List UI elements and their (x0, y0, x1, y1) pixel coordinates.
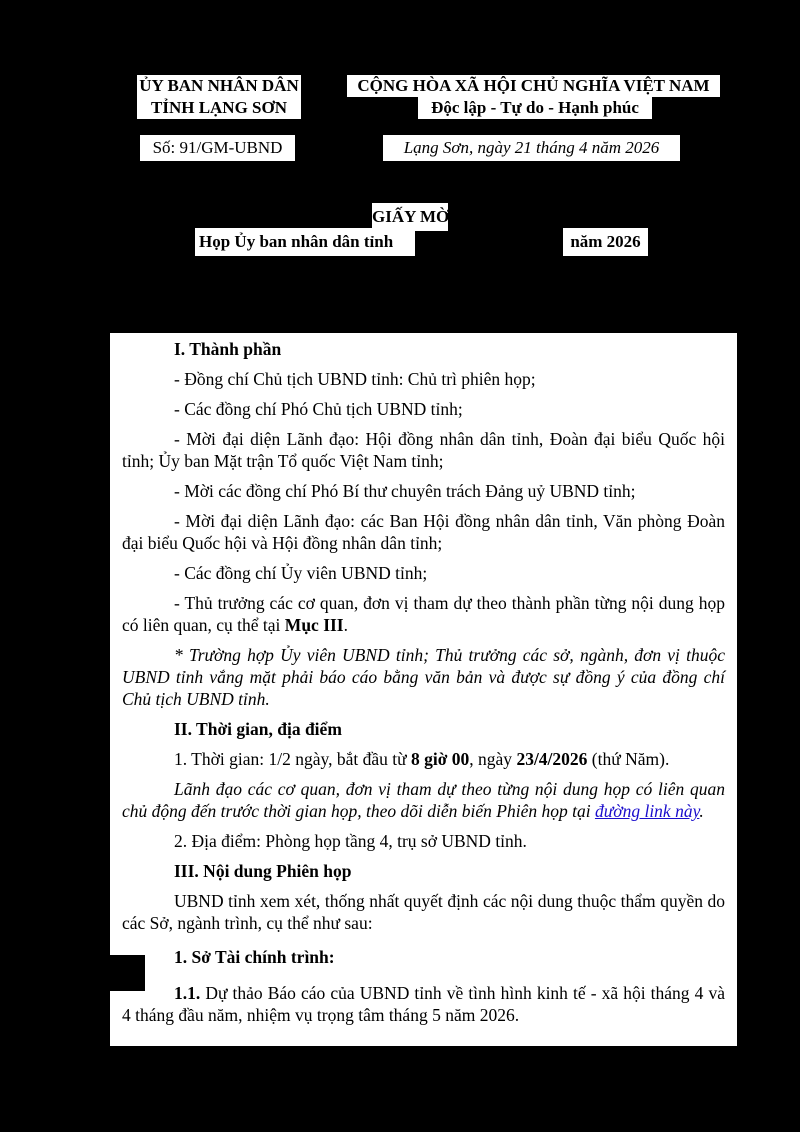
text: Lãnh đạo các cơ quan, đơn vị tham dự theo từng nội dung họp có liên quan chủ động đến trước thời gian họp, theo dõi diễn biến Phiên họp tại (122, 779, 725, 821)
text: , ngày (469, 749, 517, 769)
section-heading: II. Thời gian, địa điểm (174, 719, 342, 739)
participant-item (122, 592, 725, 636)
participant-note: * Trường hợp Ủy viên UBND tỉnh; Thủ trưởng các sở, ngành, đơn vị thuộc UBND tỉnh vắng mặt phải báo cáo bằng văn bản và được sự đồng ý của đồng chí Chủ tịch UBND tỉnh. (122, 645, 725, 709)
agenda-item (122, 982, 725, 1026)
document-body (110, 333, 737, 1046)
redaction-block (110, 955, 145, 991)
document-subtitle-left: Họp Ủy ban nhân dân tỉnh (195, 228, 415, 256)
text: . (343, 615, 348, 635)
text: Dự thảo Báo cáo của UBND tỉnh về tình hình kinh tế - xã hội tháng 4 và 4 tháng đầu năm, nhiệm vụ trọng tâm tháng 5 năm 2026. (122, 983, 725, 1025)
document-title: GIẤY MỜI (372, 203, 448, 231)
agenda-intro: UBND tỉnh xem xét, thống nhất quyết định các nội dung thuộc thẩm quyền do các Sở, ngành trình, cụ thể như sau: (122, 891, 725, 933)
meeting-date: 23/4/2026 (516, 749, 588, 769)
participant-item: - Các đồng chí Phó Chủ tịch UBND tỉnh; (174, 399, 463, 419)
text: 1. Thời gian: 1/2 ngày, bắt đầu từ (174, 749, 411, 769)
participant-item: - Đồng chí Chủ tịch UBND tỉnh: Chủ trì phiên họp; (174, 369, 536, 389)
item-number: 1.1. (174, 983, 201, 1003)
participant-item: - Mời đại diện Lãnh đạo: các Ban Hội đồng nhân dân tỉnh, Văn phòng Đoàn đại biểu Quốc hội và Hội đồng nhân dân tỉnh; (122, 511, 725, 553)
place-date: Lạng Sơn, ngày 21 tháng 4 năm 2026 (383, 135, 680, 161)
meeting-place: 2. Địa điểm: Phòng họp tầng 4, trụ sở UBND tỉnh. (174, 831, 527, 851)
text: (thứ Năm). (587, 749, 670, 769)
national-title: CỘNG HÒA XÃ HỘI CHỦ NGHĨA VIỆT NAM (347, 75, 720, 97)
meeting-time (122, 748, 725, 770)
text: - Thủ trưởng các cơ quan, đơn vị tham dự theo thành phần từng nội dung họp có liên quan, cụ thể tại (122, 593, 725, 635)
time-note (122, 778, 725, 822)
agenda-subheading: 1. Sở Tài chính trình: (174, 947, 335, 967)
section-heading: III. Nội dung Phiên họp (174, 861, 352, 881)
issuing-agency (137, 75, 301, 119)
participant-item: - Các đồng chí Ủy viên UBND tỉnh; (174, 563, 428, 583)
document-number: Số: 91/GM-UBND (140, 135, 295, 161)
national-motto: Độc lập - Tự do - Hạnh phúc (418, 97, 652, 119)
text: . (699, 801, 704, 821)
agency-line1: ỦY BAN NHÂN DÂN (139, 76, 299, 95)
meeting-link[interactable]: đường link này (594, 801, 700, 821)
agency-line2: TỈNH LẠNG SƠN (150, 98, 288, 117)
participant-item: - Mời các đồng chí Phó Bí thư chuyên trách Đảng uỷ UBND tỉnh; (174, 481, 636, 501)
section-ref: Mục III (284, 615, 344, 635)
document-subtitle-right: năm 2026 (563, 228, 648, 256)
section-heading: I. Thành phần (174, 339, 282, 359)
participant-item: - Mời đại diện Lãnh đạo: Hội đồng nhân dân tỉnh, Đoàn đại biểu Quốc hội tỉnh; Ủy ban Mặt trận Tổ quốc Việt Nam tỉnh; (122, 429, 725, 471)
start-time: 8 giờ 00 (410, 749, 470, 769)
